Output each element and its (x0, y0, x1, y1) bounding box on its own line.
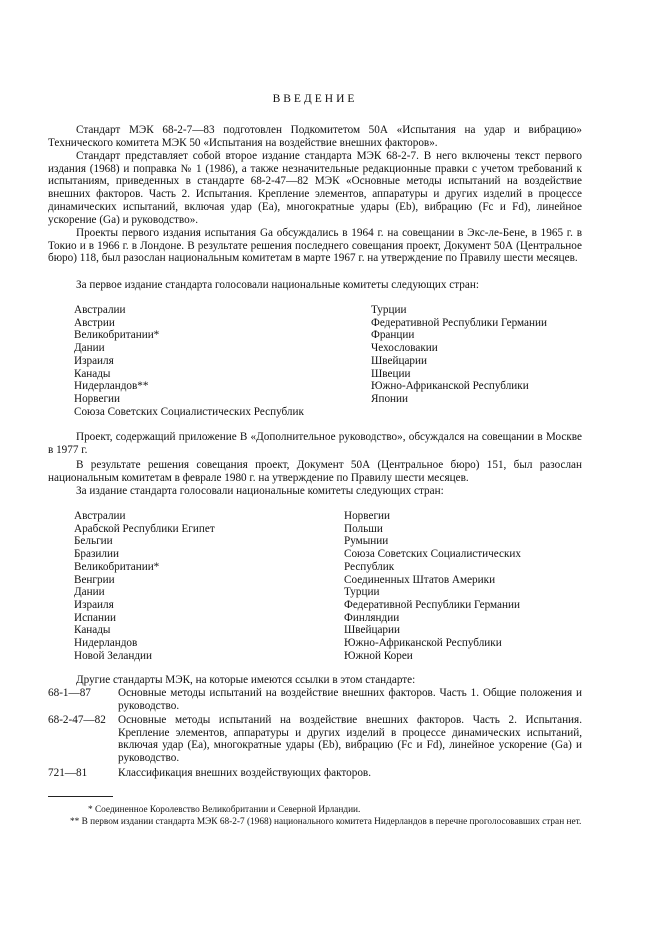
country-item: Испании (74, 611, 116, 624)
country-item: Норвегии (344, 510, 391, 522)
country-item: Канады (74, 367, 111, 380)
country-item: Польши (344, 522, 383, 535)
country-item: Дании (74, 586, 105, 599)
footnote-2: ** В первом издании стандарта МЭК 68-2-7 (1968) национального комитета Нидерландов в перечне проголосовавших стран нет. (70, 817, 582, 827)
country-item: Израиля (74, 354, 114, 367)
reference-text: Основные методы испытаний на воздействие внешних факторов. Часть 1. Общие положения и руководство. (118, 687, 582, 712)
country-item: Чехословакии (371, 342, 438, 355)
country-item: Республик (344, 560, 395, 573)
country-item: Великобритании* (74, 329, 160, 342)
reference-code: 68-2-47—82 (48, 714, 106, 726)
country-item: Дании (74, 342, 105, 355)
reference-code: 68-1—87 (48, 687, 91, 699)
second-edition-countries-left (74, 510, 215, 662)
reference-text: Классификация внешних воздействующих факторов. (118, 767, 371, 779)
page-title: ВВЕДЕНИЕ (272, 93, 358, 105)
country-item: Союза Советских Социалистических (344, 548, 521, 561)
first-edition-countries-left (74, 304, 304, 418)
country-item: Новой Зеландии (74, 649, 153, 662)
paragraph-7: За издание стандарта голосовали национальные комитеты следующих стран: (76, 485, 444, 497)
reference-text: Основные методы испытаний на воздействие внешних факторов. Часть 2. Испытания. Крепление элементов, аппаратуры и других изделий в процессе динамических испытаний, включая удар (Еа), многократные удары (Eb), вибрацию (Fc и Fd), линейное ускорение (Ga) и руководство. (118, 714, 582, 765)
country-item: Норвегии (74, 392, 121, 405)
paragraph-5: Проект, содержащий приложение В «Дополнительное руководство», обсуждался на совещании в Москве в 1977 г. (48, 431, 582, 456)
country-item: Франции (371, 329, 415, 342)
country-item: Турции (371, 304, 407, 316)
country-item: Южно-Африканской Республики (371, 380, 529, 393)
paragraph-4: За первое издание стандарта голосовали национальные комитеты следующих стран: (76, 279, 479, 291)
country-item: Финляндии (344, 611, 400, 624)
country-item: Федеративной Республики Германии (371, 316, 547, 329)
country-item: Нидерландов** (74, 380, 149, 393)
country-item: Венгрии (74, 573, 115, 586)
country-item: Великобритании* (74, 560, 160, 573)
country-item: Швеции (371, 367, 411, 380)
paragraph-3: Проекты первого издания испытания Ga обсуждались в 1964 г. на совещании в Экс-ле-Бене, в 1965 г. в Токио и в 1966 г. в Лондоне. В результате решения последнего совещания проект, Документ 50А (Центральное бюро) 118, был разослан национальным комитетам в марте 1967 г. на утверждение по Правилу шести месяцев. (48, 227, 582, 265)
country-item: Бельгии (74, 535, 113, 548)
country-item: Южно-Африканской Республики (344, 637, 502, 650)
country-item: Соединенных Штатов Америки (344, 573, 496, 586)
paragraph-8: Другие стандарты МЭК, на которые имеются ссылки в этом стандарте: (76, 674, 416, 686)
country-item: Австралии (74, 510, 126, 522)
country-item: Австрии (74, 316, 115, 329)
country-item: Федеративной Республики Германии (344, 598, 520, 611)
second-edition-countries-right (344, 510, 521, 662)
country-item: Арабской Республики Египет (74, 522, 215, 535)
country-item: Японии (371, 392, 409, 405)
country-item: Австралии (74, 304, 126, 316)
country-item: Румынии (344, 535, 389, 548)
paragraph-2: Стандарт представляет собой второе издание стандарта МЭК 68-2-7. В него включены текст первого издания (1968) и поправка № 1 (1986), а также незначительные редакционные правки с учетом требований к испытаниям, приведенных в стандарте 68-2-47—82 МЭК «Основные методы испытаний на воздействие внешних факторов. Часть 2. Испытания. Крепление элементов, аппаратуры и других изделий в процессе динамических испытаний, включая удар (Еа), многократные удары (Eb), вибрацию (Fc и Fd), линейное ускорение (Ga) и руководство». (48, 150, 582, 226)
paragraph-1: Стандарт МЭК 68-2-7—83 подготовлен Подкомитетом 50А «Испытания на удар и вибрацию» Технического комитета МЭК 50 «Испытания на воздействие внешних факторов». (48, 124, 582, 149)
country-item: Южной Кореи (344, 649, 413, 662)
country-item: Израиля (74, 598, 114, 611)
country-item: Швейцарии (344, 624, 400, 637)
country-item: Бразилии (74, 548, 119, 561)
footnote-divider (48, 796, 113, 797)
country-item: Нидерландов (74, 637, 138, 650)
reference-code: 721—81 (48, 767, 88, 779)
country-item: Союза Советских Социалистических Республик (74, 405, 304, 418)
country-item: Канады (74, 624, 111, 637)
country-item: Турции (344, 586, 380, 599)
footnote-1: * Соединенное Королевство Великобритании и Северной Ирландии. (88, 805, 361, 815)
country-item: Швейцарии (371, 354, 427, 367)
first-edition-countries-right (371, 304, 547, 406)
paragraph-6: В результате решения совещания проект, Документ 50А (Центральное бюро) 151, был разослан национальным комитетам в феврале 1980 г. на утверждение по Правилу шести месяцев. (48, 459, 582, 484)
